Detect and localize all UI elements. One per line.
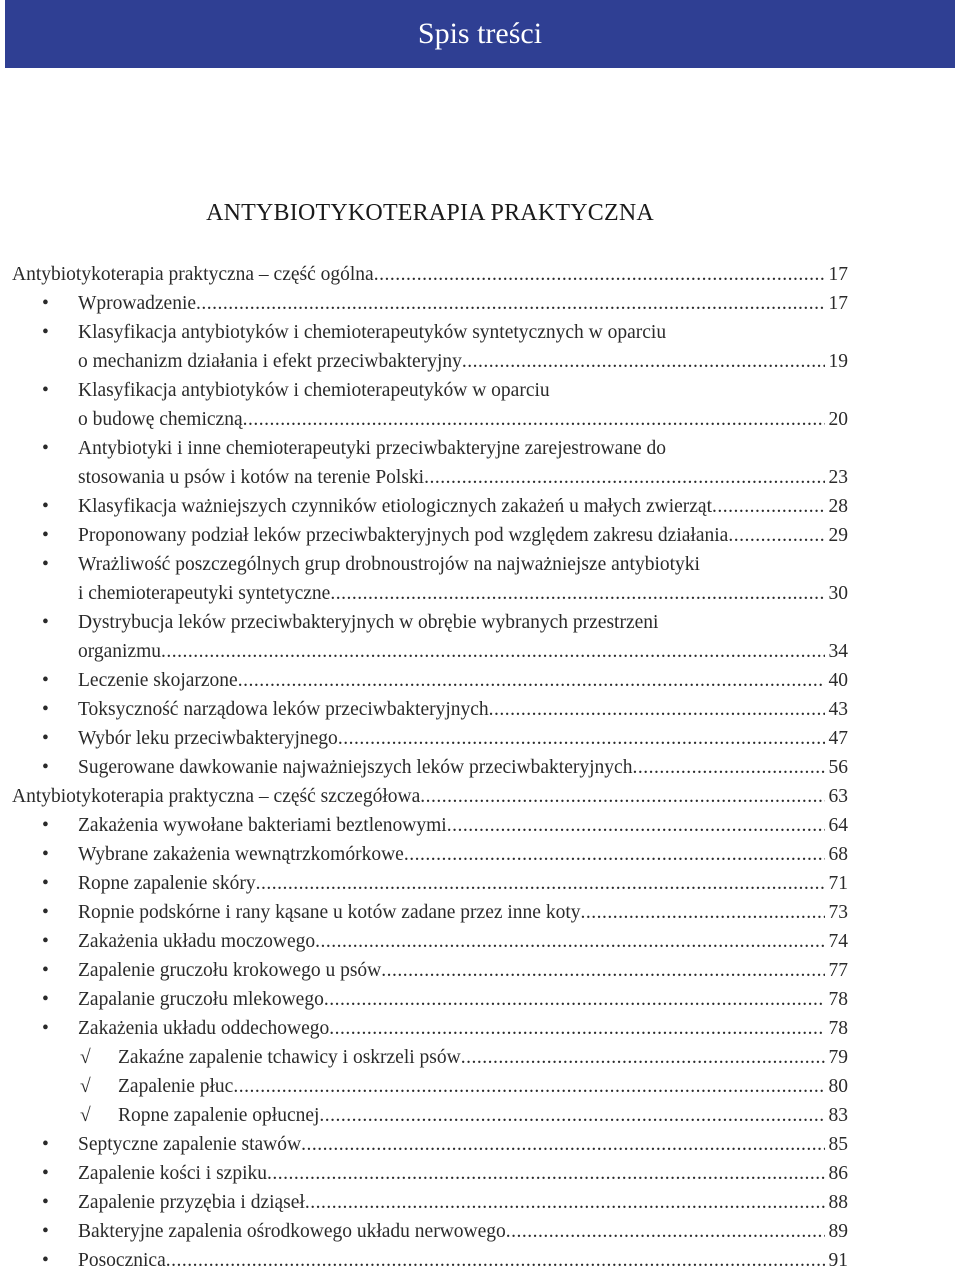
dot-leader [581,898,825,927]
toc-page-number: 28 [828,496,848,517]
toc-item-title: Proponowany podział leków przeciwbakteryjnych pod względem zakresu działania [78,525,729,546]
toc-page-number: 85 [828,1134,848,1155]
toc-item-title: Antybiotykoterapia praktyczna – część ogólna [12,264,374,285]
toc-page-number: 78 [828,989,848,1010]
bullet-icon: • [42,960,49,981]
toc-page-number: 34 [828,641,848,662]
toc-item [0,956,960,985]
toc-item-title-first-line: Klasyfikacja antybiotyków i chemioterapeutyków w oparciu [78,380,550,401]
title-banner [5,0,955,68]
toc-item-title: Zakażenia układu moczowego [78,931,316,952]
toc-item-title: Wybór leku przeciwbakteryjnego [78,728,338,749]
toc-subitem [0,1072,960,1101]
toc-page-number: 19 [828,351,848,372]
toc-item-title: Zapalenie płuc [118,1076,234,1097]
toc-page-number: 30 [828,583,848,604]
toc-page-number: 80 [828,1076,848,1097]
toc-item [0,1159,960,1188]
dot-leader [315,927,824,956]
bullet-icon: • [42,931,49,952]
dot-leader [330,579,824,608]
toc-page-number: 43 [828,699,848,720]
dot-leader [374,260,825,289]
toc-page-number: 63 [828,786,848,807]
toc-item [0,550,960,608]
toc-page-number: 71 [828,873,848,894]
toc-item-title: Bakteryjne zapalenia ośrodkowego układu nerwowego [78,1221,506,1242]
toc-page-number: 79 [828,1047,848,1068]
toc-page-number: 77 [828,960,848,981]
check-icon: √ [80,1105,91,1126]
toc-item-title-first-line: Wrażliwość poszczególnych grup drobnoustrojów na najważniejsze antybiotyki [78,554,700,575]
toc-item [0,869,960,898]
dot-leader [728,521,824,550]
bullet-icon: • [42,699,49,720]
bullet-icon: • [42,1221,49,1242]
toc-page-number: 83 [828,1105,848,1126]
toc-item-title-first-line: Dystrybucja leków przeciwbakteryjnych w obrębie wybranych przestrzeni [78,612,659,633]
toc-item [0,376,960,434]
bullet-icon: • [42,757,49,778]
table-of-contents [0,260,960,1275]
toc-item-title: Septyczne zapalenie stawów [78,1134,302,1155]
toc-page-number: 47 [828,728,848,749]
bullet-icon: • [42,815,49,836]
toc-item [0,492,960,521]
toc-page-number: 78 [828,1018,848,1039]
dot-leader [238,666,825,695]
check-icon: √ [80,1076,91,1097]
toc-page-number: 17 [828,264,848,285]
dot-leader [404,840,825,869]
dot-leader [301,1130,824,1159]
toc-item-title: stosowania u psów i kotów na terenie Polski [78,467,425,488]
dot-leader [324,985,825,1014]
toc-item-title: Wprowadzenie [78,293,197,314]
toc-item-title: Antybiotykoterapia praktyczna – część szczegółowa [12,786,421,807]
dot-leader [267,1159,825,1188]
dot-leader [506,1217,825,1246]
dot-leader [424,463,824,492]
bullet-icon: • [42,525,49,546]
toc-item [0,1188,960,1217]
toc-item-title: Klasyfikacja ważniejszych czynników etiologicznych zakażeń u małych zwierząt [78,496,712,517]
dot-leader [256,869,825,898]
page-title: Spis treści [417,17,543,50]
toc-item [0,318,960,376]
toc-item-title: Zakażenia układu oddechowego [78,1018,330,1039]
toc-page-number: 20 [828,409,848,430]
bullet-icon: • [42,438,49,459]
toc-page-number: 68 [828,844,848,865]
toc-item-title: Sugerowane dawkowanie najważniejszych leków przeciwbakteryjnych [78,757,633,778]
toc-item [0,724,960,753]
bullet-icon: • [42,322,49,343]
toc-item [0,695,960,724]
toc-item-title: Posocznica [78,1250,166,1271]
bullet-icon: • [42,670,49,691]
dot-leader [447,811,825,840]
toc-item [0,753,960,782]
bullet-icon: • [42,293,49,314]
dot-leader [712,492,825,521]
toc-item [0,1014,960,1043]
toc-item-title: Zapalenie kości i szpiku [78,1163,267,1184]
bullet-icon: • [42,1018,49,1039]
toc-item [0,521,960,550]
toc-page-number: 64 [828,815,848,836]
toc-item-title: Zakażenia wywołane bakteriami beztlenowymi [78,815,447,836]
toc-item [0,811,960,840]
dot-leader [166,1246,825,1275]
dot-leader [243,405,825,434]
bullet-icon: • [42,1250,49,1271]
toc-item-title: o mechanizm działania i efekt przeciwbakteryjny [78,351,462,372]
dot-leader [420,782,824,811]
toc-item-title-first-line: Klasyfikacja antybiotyków i chemioterapeutyków syntetycznych w oparciu [78,322,667,343]
toc-item [0,840,960,869]
dot-leader [461,1043,825,1072]
toc-subitem [0,1043,960,1072]
toc-item-title: Ropne zapalenie skóry [78,873,256,894]
toc-item [0,985,960,1014]
toc-chapter [0,782,960,811]
toc-item-title: Wybrane zakażenia wewnątrzkomórkowe [78,844,404,865]
bullet-icon: • [42,844,49,865]
toc-page-number: 23 [828,467,848,488]
bullet-icon: • [42,380,49,401]
dot-leader [381,956,824,985]
toc-item-title: i chemioterapeutyki syntetyczne [78,583,331,604]
toc-item-title: Zapalanie gruczołu mlekowego [78,989,324,1010]
bullet-icon: • [42,728,49,749]
section-heading: ANTYBIOTYKOTERAPIA PRAKTYCZNA [206,200,654,226]
bullet-icon: • [42,989,49,1010]
toc-page-number: 73 [828,902,848,923]
toc-page-number: 56 [828,757,848,778]
toc-item-title: Ropnie podskórne i rany kąsane u kotów zadane przez inne koty [78,902,581,923]
toc-item [0,1130,960,1159]
toc-chapter [0,260,960,289]
dot-leader [329,1014,824,1043]
toc-item-title: Zakaźne zapalenie tchawicy i oskrzeli psów [118,1047,461,1068]
dot-leader [233,1072,824,1101]
dot-leader [305,1188,825,1217]
dot-leader [319,1101,824,1130]
toc-item-title: Ropne zapalenie opłucnej [118,1105,320,1126]
toc-item [0,1217,960,1246]
bullet-icon: • [42,612,49,633]
toc-item [0,666,960,695]
bullet-icon: • [42,554,49,575]
toc-page-number: 17 [828,293,848,314]
toc-item [0,927,960,956]
dot-leader [632,753,824,782]
toc-item [0,898,960,927]
toc-page-number: 74 [828,931,848,952]
bullet-icon: • [42,1192,49,1213]
dot-leader [338,724,825,753]
toc-item [0,289,960,318]
toc-page-number: 29 [828,525,848,546]
toc-item-title: Zapalenie gruczołu krokowego u psów [78,960,382,981]
dot-leader [489,695,825,724]
toc-page-number: 89 [828,1221,848,1242]
dot-leader [161,637,824,666]
toc-page-number: 86 [828,1163,848,1184]
dot-leader [462,347,825,376]
bullet-icon: • [42,1163,49,1184]
toc-item-title: Zapalenie przyzębia i dziąseł [78,1192,305,1213]
dot-leader [196,289,824,318]
bullet-icon: • [42,902,49,923]
toc-subitem [0,1101,960,1130]
toc-page-number: 91 [828,1250,848,1271]
toc-item-title: o budowę chemiczną [78,409,243,430]
toc-item-title-first-line: Antybiotyki i inne chemioterapeutyki przeciwbakteryjne zarejestrowane do [78,438,667,459]
bullet-icon: • [42,1134,49,1155]
toc-page-number: 88 [828,1192,848,1213]
toc-page-number: 40 [828,670,848,691]
toc-item-title: organizmu [78,641,162,662]
check-icon: √ [80,1047,91,1068]
toc-item [0,434,960,492]
bullet-icon: • [42,873,49,894]
toc-item [0,608,960,666]
toc-item [0,1246,960,1275]
toc-item-title: Toksyczność narządowa leków przeciwbakteryjnych [78,699,489,720]
toc-item-title: Leczenie skojarzone [78,670,238,691]
bullet-icon: • [42,496,49,517]
